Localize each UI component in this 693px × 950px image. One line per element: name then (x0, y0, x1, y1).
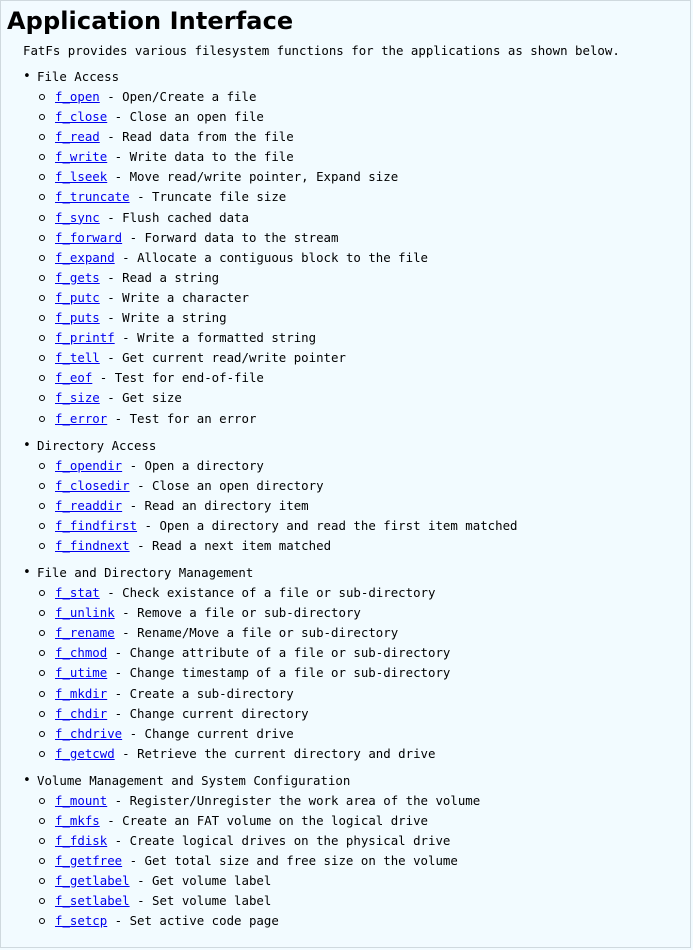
function-description: - Write a character (99, 289, 249, 305)
function-description: - Create logical drives on the physical drive (107, 833, 451, 849)
section-title: • File Access (37, 69, 120, 84)
function-item (37, 127, 690, 147)
function-item (37, 147, 690, 167)
function-description: - Check existance of a file or sub-directory (99, 585, 436, 601)
function-link[interactable]: f_printf (55, 330, 115, 346)
function-list (37, 583, 690, 764)
function-description: - Change current drive (122, 725, 294, 741)
function-description: - Read an directory item (122, 497, 309, 513)
function-item (37, 187, 690, 207)
function-item (37, 456, 690, 476)
function-item (37, 811, 690, 831)
function-item (37, 724, 690, 744)
function-item (37, 167, 690, 187)
function-item (37, 268, 690, 288)
section-directory-access (1, 436, 690, 556)
function-description: - Create an FAT volume on the logical drive (99, 813, 428, 828)
function-description: - Allocate a contiguous block to the file (114, 249, 428, 265)
function-description: - Get total size and free size on the volume (122, 853, 458, 869)
function-link[interactable]: f_opendir (55, 457, 123, 473)
section-volume-management (1, 771, 690, 932)
function-description: - Close an open file (107, 109, 264, 125)
function-item (37, 476, 690, 496)
function-description: - Truncate file size (129, 189, 287, 205)
function-link[interactable]: f_gets (55, 269, 100, 285)
function-list (37, 87, 690, 429)
function-link[interactable]: f_chdrive (55, 725, 123, 741)
function-link[interactable]: f_close (55, 109, 108, 125)
function-item (37, 911, 690, 931)
function-description: - Change attribute of a file or sub-directory (107, 645, 451, 661)
function-description: - Get size (99, 390, 182, 406)
section-file-access (1, 67, 690, 429)
function-item (37, 643, 690, 663)
function-item (37, 348, 690, 368)
function-link[interactable]: f_open (55, 89, 100, 104)
function-description: - Read data from the file (99, 129, 294, 145)
function-description: - Set active code page (107, 913, 279, 929)
function-link[interactable]: f_size (55, 390, 100, 406)
page-title: Application Interface (7, 7, 294, 35)
function-link[interactable]: f_mkfs (55, 813, 100, 828)
function-item (37, 328, 690, 348)
function-item (37, 107, 690, 127)
function-description: - Retrieve the current directory and drive (114, 745, 436, 761)
function-link[interactable]: f_getfree (55, 853, 123, 869)
function-item (37, 851, 690, 871)
function-link[interactable]: f_lseek (55, 169, 108, 185)
function-description: - Test for end-of-file (92, 370, 264, 386)
function-description: - Open a directory (122, 457, 264, 473)
function-item (37, 228, 690, 248)
function-item (37, 831, 690, 851)
function-item (37, 87, 690, 107)
function-item (37, 744, 690, 764)
function-description: - Open/Create a file (99, 89, 257, 104)
function-link[interactable]: f_findfirst (55, 517, 138, 533)
function-link[interactable]: f_chmod (55, 645, 108, 661)
function-item (37, 663, 690, 683)
function-item (37, 791, 690, 811)
function-description: - Write data to the file (107, 149, 294, 165)
function-link[interactable]: f_rename (55, 625, 115, 641)
function-description: - Change current directory (107, 705, 309, 721)
function-item (37, 409, 690, 429)
function-description: - Remove a file or sub-directory (114, 605, 361, 621)
function-description: - Flush cached data (99, 209, 249, 225)
function-link[interactable]: f_stat (55, 585, 100, 601)
function-description: - Read a next item matched (129, 537, 332, 553)
function-description: - Set volume label (129, 893, 272, 909)
function-item (37, 623, 690, 643)
function-link[interactable]: f_utime (55, 665, 108, 681)
function-description: - Read a string (99, 269, 220, 285)
function-description: - Test for an error (107, 410, 257, 426)
function-description: - Forward data to the stream (122, 229, 339, 245)
function-link[interactable]: f_readdir (55, 497, 123, 513)
function-item (37, 583, 690, 603)
section-list (1, 67, 690, 932)
function-item (37, 368, 690, 388)
function-item (37, 684, 690, 704)
function-item (37, 536, 690, 556)
function-link[interactable]: f_fdisk (55, 833, 108, 849)
function-link[interactable]: f_truncate (55, 189, 130, 205)
function-link[interactable]: f_getcwd (55, 745, 115, 761)
function-link[interactable]: f_mkdir (55, 685, 108, 701)
function-item (37, 516, 690, 536)
function-description: - Write a string (99, 310, 227, 326)
function-description: - Register/Unregister the work area of the volume (107, 792, 481, 808)
function-description: - Write a formatted string (114, 330, 317, 346)
function-description: - Move read/write pointer, Expand size (107, 169, 399, 185)
function-item (37, 248, 690, 268)
function-item (37, 308, 690, 328)
function-link[interactable]: f_unlink (55, 605, 115, 621)
function-item (37, 871, 690, 891)
function-item (37, 704, 690, 724)
function-link[interactable]: f_expand (55, 249, 115, 265)
section-title: • Directory Access (37, 437, 157, 453)
function-link[interactable]: f_error (55, 410, 108, 426)
function-link[interactable]: f_setcp (55, 913, 108, 929)
function-description: - Change timestamp of a file or sub-directory (107, 665, 451, 681)
function-link[interactable]: f_tell (55, 350, 100, 366)
function-description: - Create a sub-directory (107, 685, 294, 701)
function-link[interactable]: f_mount (55, 792, 108, 808)
function-description: - Open a directory and read the first item matched (137, 517, 518, 533)
function-item (37, 496, 690, 516)
function-link[interactable]: f_write (55, 149, 108, 165)
function-link[interactable]: f_read (55, 129, 100, 145)
function-item (37, 208, 690, 228)
function-item (37, 603, 690, 623)
section-title: • File and Directory Management (37, 565, 254, 581)
function-item (37, 891, 690, 911)
function-link[interactable]: f_puts (55, 310, 100, 326)
function-link[interactable]: f_getlabel (55, 873, 130, 889)
function-item (37, 388, 690, 408)
function-link[interactable]: f_putc (55, 289, 100, 305)
function-link[interactable]: f_sync (55, 209, 100, 225)
function-link[interactable]: f_chdir (55, 705, 108, 721)
function-description: - Get volume label (129, 873, 272, 889)
function-link[interactable]: f_setlabel (55, 893, 130, 909)
function-description: - Rename/Move a file or sub-directory (114, 625, 399, 641)
section-title: • Volume Management and System Configuration (37, 772, 351, 788)
function-link[interactable]: f_forward (55, 229, 123, 245)
section-file-directory-management (1, 563, 690, 764)
function-link[interactable]: f_closedir (55, 477, 130, 493)
function-description: - Get current read/write pointer (99, 350, 346, 366)
function-description: - Close an open directory (129, 477, 324, 493)
function-link[interactable]: f_findnext (55, 537, 130, 553)
function-list (37, 456, 690, 556)
intro-paragraph: FatFs provides various filesystem functions for the applications as shown below. (23, 43, 620, 58)
function-list (37, 791, 690, 932)
function-link[interactable]: f_eof (55, 370, 93, 386)
function-item (37, 288, 690, 308)
